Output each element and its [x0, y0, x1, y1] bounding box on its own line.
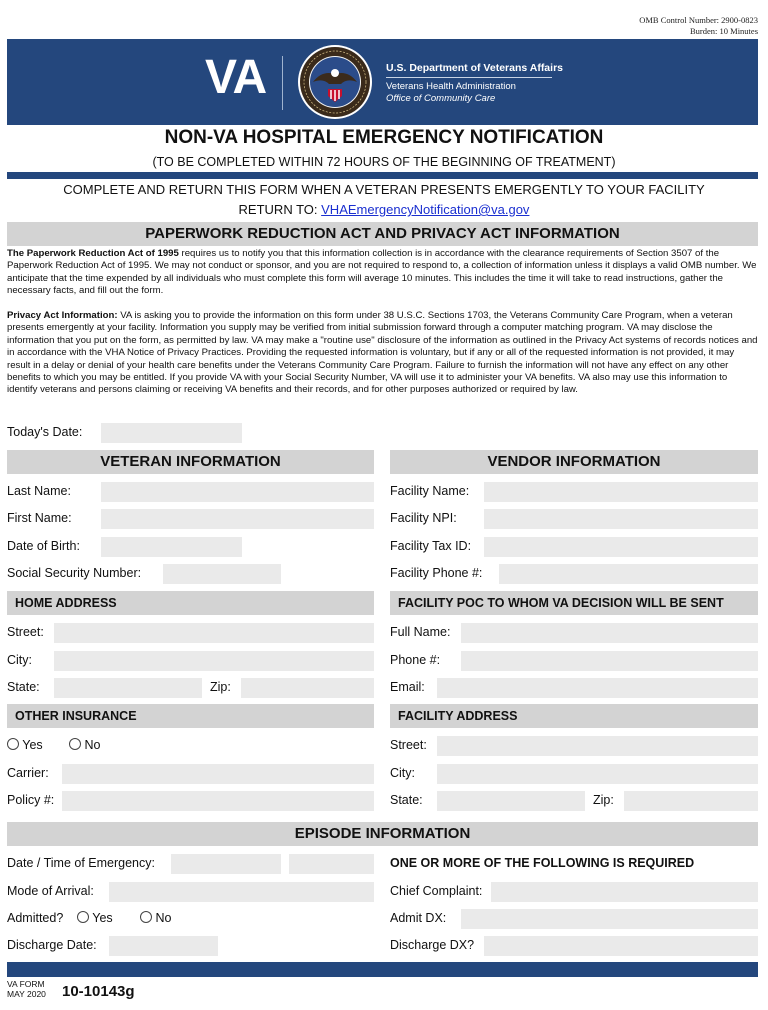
- admitted-no-label: No: [155, 911, 172, 925]
- poc-phone-field[interactable]: [461, 651, 758, 671]
- facility-zip-label: Zip:: [593, 793, 614, 807]
- facility-state-field[interactable]: [437, 791, 585, 811]
- facility-name-field[interactable]: [484, 482, 758, 502]
- facility-npi-label: Facility NPI:: [390, 511, 457, 525]
- facility-tax-id-field[interactable]: [484, 537, 758, 557]
- emergency-date-field[interactable]: [171, 854, 281, 874]
- home-zip-field[interactable]: [241, 678, 374, 698]
- footer-form-info: [7, 979, 46, 999]
- facility-street-label: Street:: [390, 738, 427, 752]
- first-name-field[interactable]: [101, 509, 374, 529]
- discharge-date-label: Discharge Date:: [7, 938, 97, 952]
- footer-bar: [7, 962, 758, 977]
- return-to-line: [0, 202, 768, 217]
- header-banner: [7, 39, 758, 125]
- facility-city-label: City:: [390, 766, 415, 780]
- poc-email-field[interactable]: [437, 678, 758, 698]
- instructions-line: COMPLETE AND RETURN THIS FORM WHEN A VETERAN PRESENTS EMERGENTLY TO YOUR FACILITY: [63, 182, 705, 197]
- ssn-field[interactable]: [163, 564, 281, 584]
- va-logo: VA: [205, 51, 267, 104]
- poc-full-name-field[interactable]: [461, 623, 758, 643]
- home-state-label: State:: [7, 680, 40, 694]
- prb-text: requires us to notify you that this information collection is in accordance with the clearance requirements of Section 3507 of the Paperwork Reduction Act of 1995. We may not conduct or sponsor, and you are not required to respond to, a collection of information unless it displays a valid OMB number. We anticipate that the time expended by all individuals who must complete this form will average 10 minutes. This includes the time it will take to read instructions, gather the necessary facts, and fill out the form.: [7, 248, 757, 297]
- home-address-header: HOME ADDRESS: [7, 591, 374, 615]
- required-note: ONE OR MORE OF THE FOLLOWING IS REQUIRED: [390, 856, 695, 870]
- return-to-label: RETURN TO:: [238, 202, 322, 217]
- facility-phone-label: Facility Phone #:: [390, 566, 483, 580]
- poc-email-label: Email:: [390, 680, 425, 694]
- first-name-label: First Name:: [7, 511, 72, 525]
- admitted-yes-option[interactable]: [77, 911, 113, 925]
- insurance-yes-radio[interactable]: [7, 738, 19, 750]
- dob-label: Date of Birth:: [7, 539, 80, 553]
- carrier-field[interactable]: [62, 764, 374, 784]
- home-zip-label: Zip:: [210, 680, 231, 694]
- facility-zip-field[interactable]: [624, 791, 758, 811]
- privacy-section-header: PAPERWORK REDUCTION ACT AND PRIVACY ACT INFORMATION: [7, 222, 758, 246]
- facility-street-field[interactable]: [437, 736, 758, 756]
- insurance-no-option[interactable]: [69, 738, 100, 752]
- admitted-yes-radio[interactable]: [77, 911, 89, 923]
- form-title: NON-VA HOSPITAL EMERGENCY NOTIFICATION: [164, 127, 604, 148]
- discharge-dx-field[interactable]: [484, 936, 758, 956]
- chief-complaint-field[interactable]: [491, 882, 758, 902]
- facility-address-header: FACILITY ADDRESS: [390, 704, 758, 728]
- facility-city-field[interactable]: [437, 764, 758, 784]
- admin-name: Veterans Health Administration: [386, 81, 516, 92]
- todays-date-label: Today's Date:: [7, 425, 83, 439]
- home-street-field[interactable]: [54, 623, 374, 643]
- logo-divider: [282, 56, 283, 110]
- todays-date-field[interactable]: [101, 423, 242, 443]
- home-city-label: City:: [7, 653, 32, 667]
- policy-label: Policy #:: [7, 793, 55, 807]
- form-number: 10-10143g: [62, 983, 135, 1000]
- admit-dx-label: Admit DX:: [390, 911, 447, 925]
- admitted-no-radio[interactable]: [140, 911, 152, 923]
- emergency-time-field[interactable]: [289, 854, 374, 874]
- header-rule: [386, 77, 552, 78]
- prb-title: The Paperwork Reduction Act of 1995: [7, 248, 179, 259]
- discharge-dx-label: Discharge DX?: [390, 938, 475, 952]
- pai-text: VA is asking you to provide the information on this form under 38 U.S.C. Sections 1703, the Veterans Community Care Program, when a veteran presents emergently at your facility. Information you supply may be verified from initial submission forward through a computer matching program. VA may disclose the information that you put on the form, as permitted by law. VA may make a "routine use" disclosure of the information as outlined in the Privacy Act systems of records notices and in accordance with the VHA Notice of Privacy Practices. Providing the requested information is voluntary, but if any or all of the requested information is not provided, it may result in a delay or denial of your health care benefits under the Veterans Community Care Program. Failure to furnish the information will not have any effect on any other benefits to which you may be entitled. If you provide VA with your Social Security Number, VA will use it to administer your VA benefits. VA also may use this information to identify veterans and persons claiming or receiving VA benefits and their records, and for other purposes authorized or required by law.: [7, 310, 758, 396]
- dept-name: U.S. Department of Veterans Affairs: [386, 62, 563, 74]
- vendor-section-header: VENDOR INFORMATION: [390, 450, 758, 474]
- omb-burden: Burden: 10 Minutes: [690, 26, 758, 36]
- insurance-yes-label: Yes: [22, 738, 43, 752]
- facility-tax-id-label: Facility Tax ID:: [390, 539, 472, 553]
- carrier-label: Carrier:: [7, 766, 49, 780]
- admitted-yes-label: Yes: [92, 911, 113, 925]
- veteran-section-header: VETERAN INFORMATION: [7, 450, 374, 474]
- last-name-label: Last Name:: [7, 484, 71, 498]
- dob-field[interactable]: [101, 537, 242, 557]
- home-city-field[interactable]: [54, 651, 374, 671]
- title-bar: [7, 172, 758, 179]
- admitted-label: Admitted?: [7, 911, 64, 925]
- emergency-datetime-label: Date / Time of Emergency:: [7, 856, 155, 870]
- discharge-date-field[interactable]: [109, 936, 218, 956]
- mode-of-arrival-field[interactable]: [109, 882, 374, 902]
- last-name-field[interactable]: [101, 482, 374, 502]
- insurance-no-radio[interactable]: [69, 738, 81, 750]
- insurance-no-label: No: [84, 738, 101, 752]
- paperwork-reduction-paragraph: [7, 248, 758, 298]
- form-subtitle: (TO BE COMPLETED WITHIN 72 HOURS OF THE BEGINNING OF TREATMENT): [152, 155, 616, 169]
- facility-npi-field[interactable]: [484, 509, 758, 529]
- office-name: Office of Community Care: [386, 93, 496, 104]
- other-insurance-header: OTHER INSURANCE: [7, 704, 374, 728]
- mode-of-arrival-label: Mode of Arrival:: [7, 884, 94, 898]
- va-seal-icon: [297, 44, 373, 120]
- return-email-link[interactable]: VHAEmergencyNotification@va.gov: [321, 202, 530, 217]
- ssn-label: Social Security Number:: [7, 566, 142, 580]
- episode-section-header: EPISODE INFORMATION: [7, 822, 758, 846]
- facility-poc-header: FACILITY POC TO WHOM VA DECISION WILL BE SENT: [390, 591, 758, 615]
- chief-complaint-label: Chief Complaint:: [390, 884, 483, 898]
- omb-control-number: OMB Control Number: 2900-0823: [639, 15, 758, 25]
- pai-title: Privacy Act Information:: [7, 310, 118, 321]
- admit-dx-field[interactable]: [461, 909, 758, 929]
- poc-full-name-label: Full Name:: [390, 625, 451, 639]
- omb-info: [639, 15, 758, 37]
- facility-state-label: State:: [390, 793, 423, 807]
- facility-phone-field[interactable]: [499, 564, 758, 584]
- home-state-field[interactable]: [54, 678, 202, 698]
- footer-form-date: MAY 2020: [7, 989, 46, 999]
- admitted-no-option[interactable]: [140, 911, 171, 925]
- poc-phone-label: Phone #:: [390, 653, 441, 667]
- policy-field[interactable]: [62, 791, 374, 811]
- privacy-act-paragraph: [7, 310, 758, 397]
- home-street-label: Street:: [7, 625, 44, 639]
- footer-form-label: VA FORM: [7, 979, 45, 989]
- insurance-yes-option[interactable]: [7, 738, 43, 752]
- facility-name-label: Facility Name:: [390, 484, 470, 498]
